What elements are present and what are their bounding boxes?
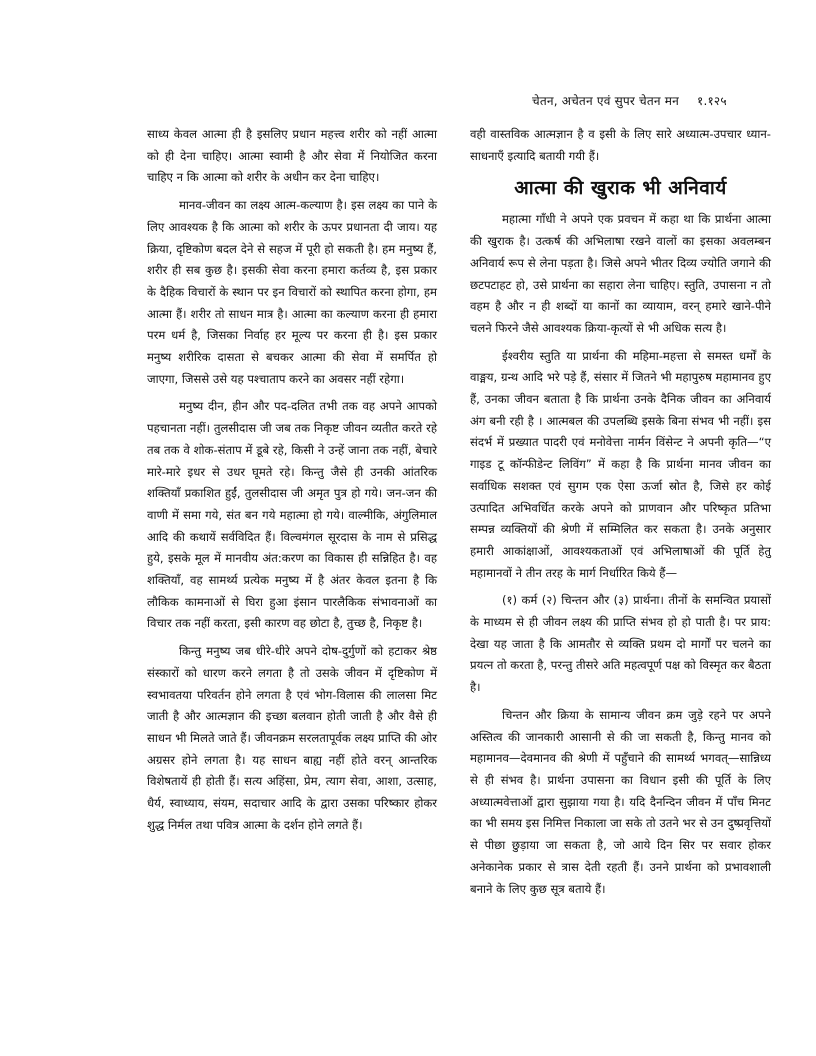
- paragraph: महात्मा गाँधी ने अपने एक प्रवचन में कहा था कि प्रार्थना आत्मा की खुराक है। उत्कर्ष की अभिलाषा रखने वालों का इसका अवलम्बन अनिवार्य रूप से लेना पड़ता है। जिसे अपने भीतर दिव्य ज्योति जगाने की छटपटाहट हो, उसे प्रार्थना का सहारा लेना चाहिए। स्तुति, उपासना न तो वहम है और न ही शब्दों या कानों का व्यायाम, वरन् हमारे खाने-पीने चलने फिरने जैसे आवश्यक क्रिया-कृत्यों से भी अधिक सत्य है।: [470, 212, 771, 335]
- paragraph: (१) कर्म (२) चिन्तन और (३) प्रार्थना। तीनों के समन्वित प्रयासों के माध्यम से ही जीवन लक्ष्य की प्राप्ति संभव हो हो पाती है। पर प्राय: देखा यह जाता है कि आमतौर से व्यक्ति प्रथम दो मार्गों पर चलने का प्रयत्न तो करता है, परन्तु तीसरे अति महत्वपूर्ण पक्ष को विस्मृत कर बैठता है।: [470, 593, 771, 695]
- running-title: चेतन, अचेतन एवं सुपर चेतन मन: [532, 94, 679, 108]
- paragraph: साध्य केवल आत्मा ही है इसलिए प्रधान महत्त्व शरीर को नहीं आत्मा को ही देना चाहिए। आत्मा स्वामी है और सेवा में नियोजित करना चाहिए न कि आत्मा को शरीर के अधीन कर देना चाहिए।: [147, 127, 437, 185]
- paragraph: चिन्तन और क्रिया के सामान्य जीवन क्रम जुड़े रहने पर अपने अस्तित्व की जानकारी आसानी से की जा सकती है, किन्तु मानव को महामानव—देवमानव की श्रेणी में पहुँचाने की सामर्थ्य भगवत्—सान्निध्य से ही संभव है। प्रार्थना उपासना का विधान इसी की पूर्ति के लिए अध्यात्मवेत्ताओं द्वारा सुझाया गया है। यदि दैनन्दिन जीवन में पाँच मिनट का भी समय इस निमित्त निकाला जा सके तो उतने भर से उन दुष्प्रवृत्तियों से पीछा छुड़ाया जा सकता है, जो आये दिन सिर पर सवार होकर अनेकानेक प्रकार से त्रास देती रहती हैं। उनने प्रार्थना को प्रभावशाली बनाने के लिए कुछ सूत्र बताये हैं।: [470, 707, 771, 896]
- paragraph: किन्तु मनुष्य जब धीरे-धीरे अपने दोष-दुर्गुणों को हटाकर श्रेष्ठ संस्कारों को धारण करने लगता है तो उसके जीवन में दृष्टिकोण में स्वभावतया परिवर्तन होने लगता है एवं भोग-विलास की लालसा मिट जाती है और आत्मज्ञान की इच्छा बलवान होती जाती है और वैसे ही साधन भी मिलते जाते हैं। जीवनक्रम सरलतापूर्वक लक्ष्य प्राप्ति की ओर अग्रसर होने लगता है। यह साधन बाह्य नहीं होते वरन् आन्तरिक विशेषतायें ही होती हैं। सत्य अहिंसा, प्रेम, त्याग सेवा, आशा, उत्साह, धैर्य, स्वाध्याय, संयम, सदाचार आदि के द्वारा उसका परिष्कार होकर शुद्ध निर्मल तथा पवित्र आत्मा के दर्शन होने लगते हैं।: [147, 644, 437, 832]
- running-header: [532, 92, 792, 109]
- paragraph: वही वास्तविक आत्मज्ञान है व इसी के लिए सारे अध्यात्म-उपचार ध्यान-साधनाएँ इत्यादि बतायी गयी हैं।: [470, 127, 771, 163]
- paragraph: मानव-जीवन का लक्ष्य आत्म-कल्याण है। इस लक्ष्य का पाने के लिए आवश्यक है कि आत्मा को शरीर के ऊपर प्रधानता दी जाय। यह क्रिया, दृष्टिकोण बदल देने से सहज में पूरी हो सकती है। हम मनुष्य हैं, शरीर ही सब कुछ है। इसकी सेवा करना हमारा कर्तव्य है, इस प्रकार के दैहिक विचारों के स्थान पर इन विचारों को स्थापित करना होगा, हम आत्मा हैं। शरीर तो साधन मात्र है। आत्मा का कल्याण करना ही हमारा परम धर्म है, जिसका निर्वाह हर मूल्य पर करना ही है। इस प्रकार मनुष्य शरीरिक दासता से बचकर आत्मा की सेवा में समर्पित हो जाएगा, जिससे उसे यह पश्चाताप करने का अवसर नहीं रहेगा।: [147, 198, 437, 386]
- left-column: [147, 124, 437, 843]
- page-number: १.१२५: [697, 94, 727, 108]
- section-heading: आत्मा की खुराक भी अनिवार्य: [514, 177, 727, 200]
- paragraph: ईश्वरीय स्तुति या प्रार्थना की महिमा-महत्ता से समस्त धर्मों के वाङ्मय, ग्रन्थ आदि भरे पड़े हैं, संसार में जितने भी महापुरुष महामानव हुए हैं, उनका जीवन बताता है कि प्रार्थना उनके दैनिक जीवन का अनिवार्य अंग बनी रही है । आत्मबल की उपलब्धि इसके बिना संभव भी नहीं। इस संदर्भ में प्रख्यात पादरी एवं मनोवेत्ता नार्मन विंसेन्ट ने अपनी कृति—“ए गाइड टू कॉन्फीडेन्ट लिविंग” में कहा है कि प्रार्थना मानव जीवन का सर्वाधिक सशक्त एवं सुगम एक ऐसा ऊर्जा स्रोत है, जिसे हर कोई उत्पादित अभिवर्धित करके अपने को प्राणवान और परिष्कृत प्रतिभा सम्पन्न व्यक्तियों की श्रेणी में सम्मिलित कर सकता है। उनके अनुसार हमारी आकांक्षाओं, आवश्यकताओं एवं अभिलाषाओं की पूर्ति हेतु महामानवों ने तीन तरह के मार्ग निर्धारित किये हैं—: [470, 348, 771, 580]
- right-column: [470, 124, 771, 906]
- paragraph: मनुष्य दीन, हीन और पद-दलित तभी तक वह अपने आपको पहचानता नहीं। तुलसीदास जी जब तक निकृष्ट जीवन व्यतीत करते रहे तब तक वे शोक-संताप में डूबे रहे, किसी ने उन्हें जाना तक नहीं, बेचारे मारे-मारे इधर से उधर घूमते रहे। किन्तु जैसे ही उनकी आंतरिक शक्तियाँ प्रकाशित हुईं, तुलसीदास जी अमृत पुत्र हो गये। जन-जन की वाणी में समा गये, संत बन गये महात्मा हो गये। वाल्मीकि, अंगुलिमाल आदि की कथायें सर्वविदित हैं। विल्वमंगल सूरदास के नाम से प्रसिद्ध हुये, इसके मूल में मानवीय अंत:करण का विकास ही सन्निहित है। वह शक्तियाँ, वह सामर्थ्य प्रत्येक मनुष्य में है अंतर केवल इतना है कि लौकिक कामनाओं से घिरा हुआ इंसान पारलैकिक संभावनाओं का विचार तक नहीं करता, इसी कारण वह छोटा है, तुच्छ है, निकृष्ट है।: [147, 399, 437, 631]
